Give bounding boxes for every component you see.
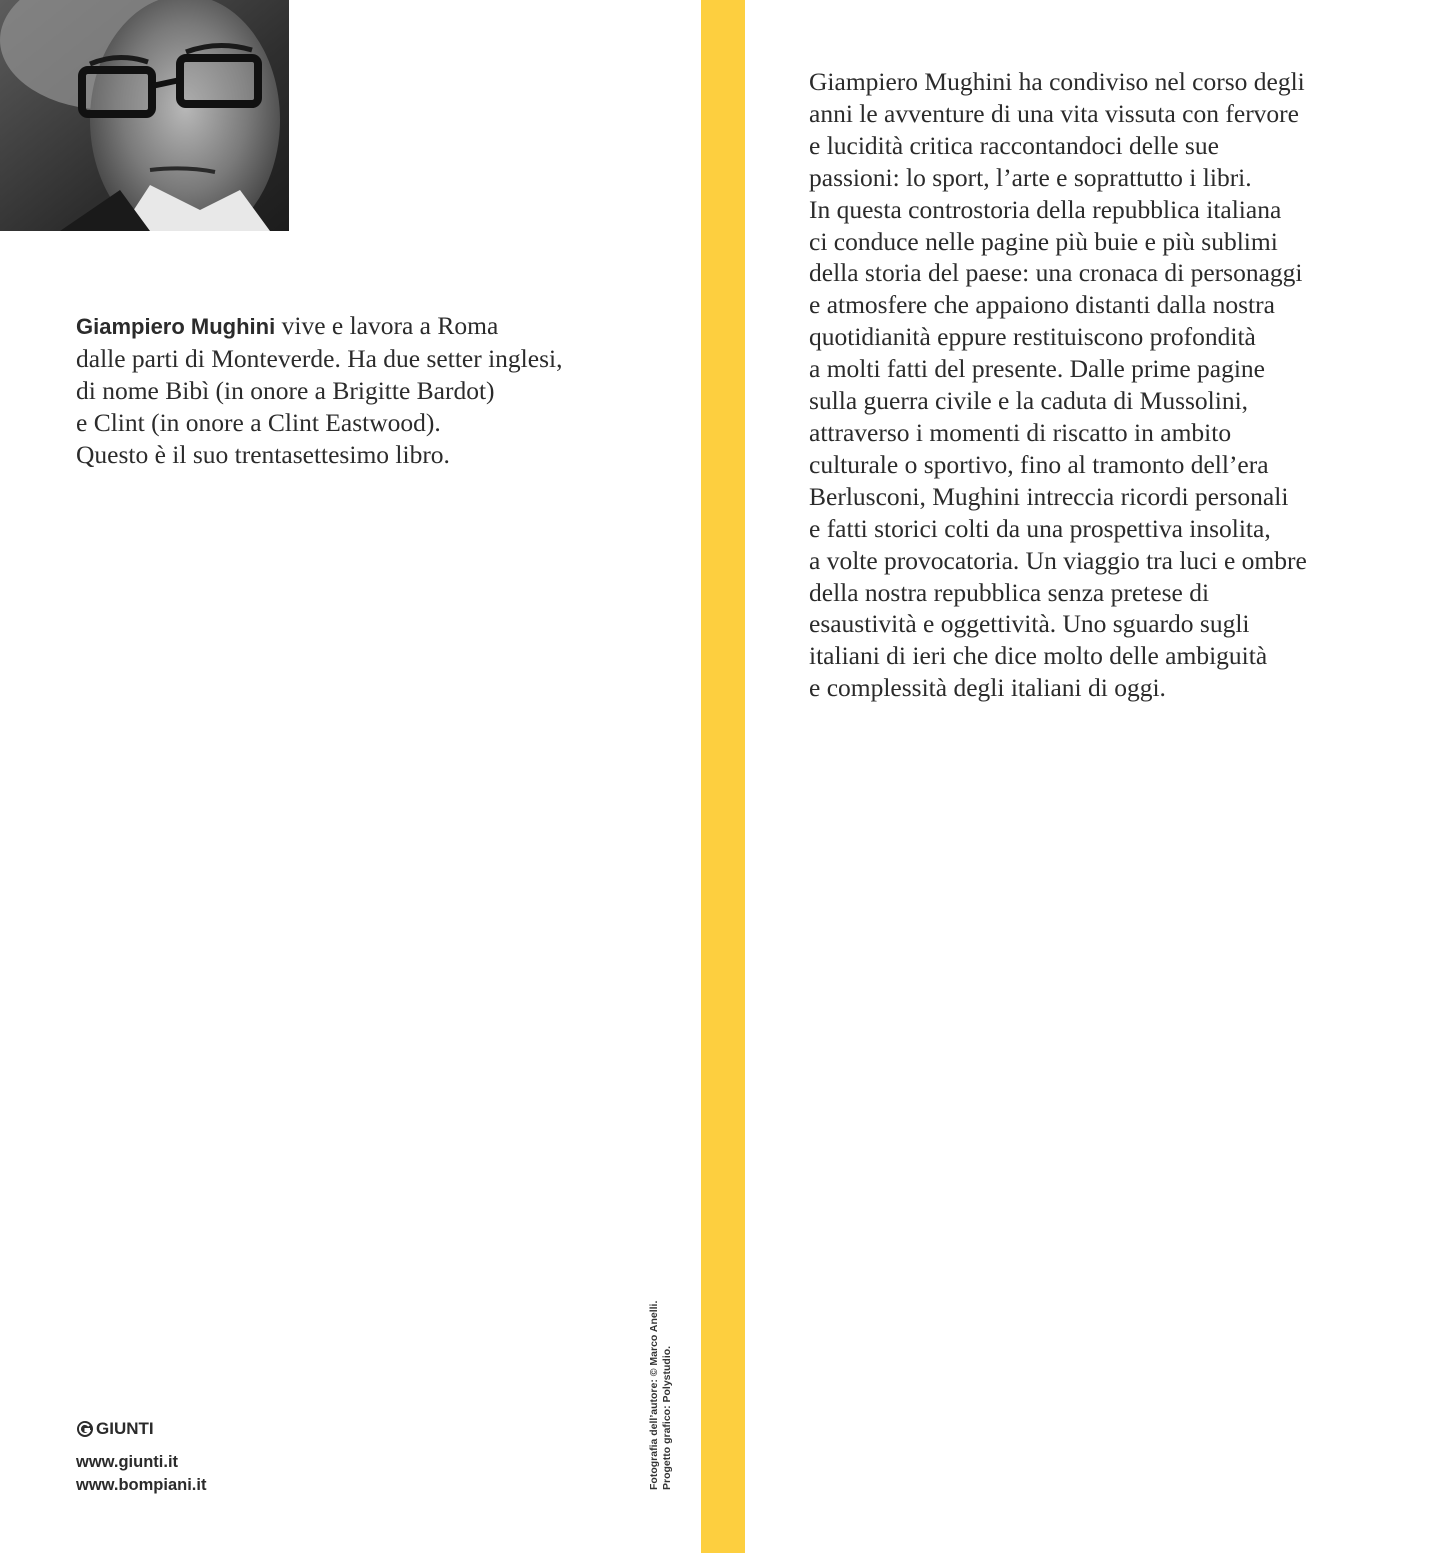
book-blurb <box>809 66 1409 704</box>
giunti-g-icon <box>76 1420 94 1438</box>
blurb-line: della storia del paese: una cronaca di personaggi <box>809 258 1303 288</box>
author-portrait-image <box>0 0 289 231</box>
blurb-line: esaustività e oggettività. Uno sguardo sugli <box>809 609 1250 639</box>
author-bio <box>76 310 646 471</box>
blurb-line: italiani di ieri che dice molto delle ambiguità <box>809 641 1268 671</box>
author-bio-line: e Clint (in onore a Clint Eastwood). <box>76 408 441 437</box>
blurb-line: In questa controstoria della repubblica italiana <box>809 194 1282 224</box>
blurb-line: Berlusconi, Mughini intreccia ricordi personali <box>809 481 1289 511</box>
author-bio-line: dalle parti di Monteverde. Ha due setter inglesi, <box>76 344 563 373</box>
blurb-line: e complessità degli italiani di oggi. <box>809 673 1166 703</box>
blurb-line: a molti fatti del presente. Dalle prime pagine <box>809 354 1265 384</box>
publisher-websites <box>76 1451 206 1497</box>
blurb-line: anni le avventure di una vita vissuta con fervore <box>809 98 1299 128</box>
photo-credit: Fotografia dell’autore: © Marco Anelli. <box>648 1300 660 1490</box>
blurb-line: culturale o sportivo, fino al tramonto dell’era <box>809 449 1269 479</box>
blurb-line: attraverso i momenti di riscatto in ambito <box>809 417 1232 447</box>
blurb-line: della nostra repubblica senza pretese di <box>809 577 1210 607</box>
website-link-bompiani[interactable]: www.bompiani.it <box>76 1476 207 1494</box>
blurb-line: e fatti storici colti da una prospettiva insolita, <box>809 513 1271 543</box>
blurb-line: e atmosfere che appaiono distanti dalla nostra <box>809 290 1275 320</box>
author-bio-line: Questo è il suo trentasettesimo libro. <box>76 440 450 469</box>
author-bio-text: vive e lavora a Roma <box>275 311 499 340</box>
design-credit: Progetto grafico: Polystudio. <box>661 1345 673 1490</box>
blurb-line: e lucidità critica raccontandoci delle sue <box>809 130 1219 160</box>
author-bio-line: di nome Bibì (in onore a Brigitte Bardot) <box>76 376 495 405</box>
spine-color-band <box>701 0 745 1553</box>
blurb-line: passioni: lo sport, l’arte e soprattutto i libri. <box>809 162 1252 192</box>
website-link-giunti[interactable]: www.giunti.it <box>76 1453 179 1471</box>
publisher-name: GIUNTI <box>96 1419 154 1438</box>
blurb-line: Giampiero Mughini ha condiviso nel corso degli <box>809 67 1305 96</box>
author-bio-line <box>76 310 646 343</box>
blurb-line: quotidianità eppure restituiscono profondità <box>809 322 1256 352</box>
author-name: Giampiero Mughini <box>76 314 276 339</box>
publisher-logo <box>76 1418 154 1440</box>
blurb-line: a volte provocatoria. Un viaggio tra luci e ombre <box>809 545 1307 575</box>
blurb-line: ci conduce nelle pagine più buie e più sublimi <box>809 226 1278 256</box>
image-credits <box>648 1290 674 1490</box>
author-photo <box>0 0 289 231</box>
blurb-line: sulla guerra civile e la caduta di Mussolini, <box>809 386 1249 416</box>
